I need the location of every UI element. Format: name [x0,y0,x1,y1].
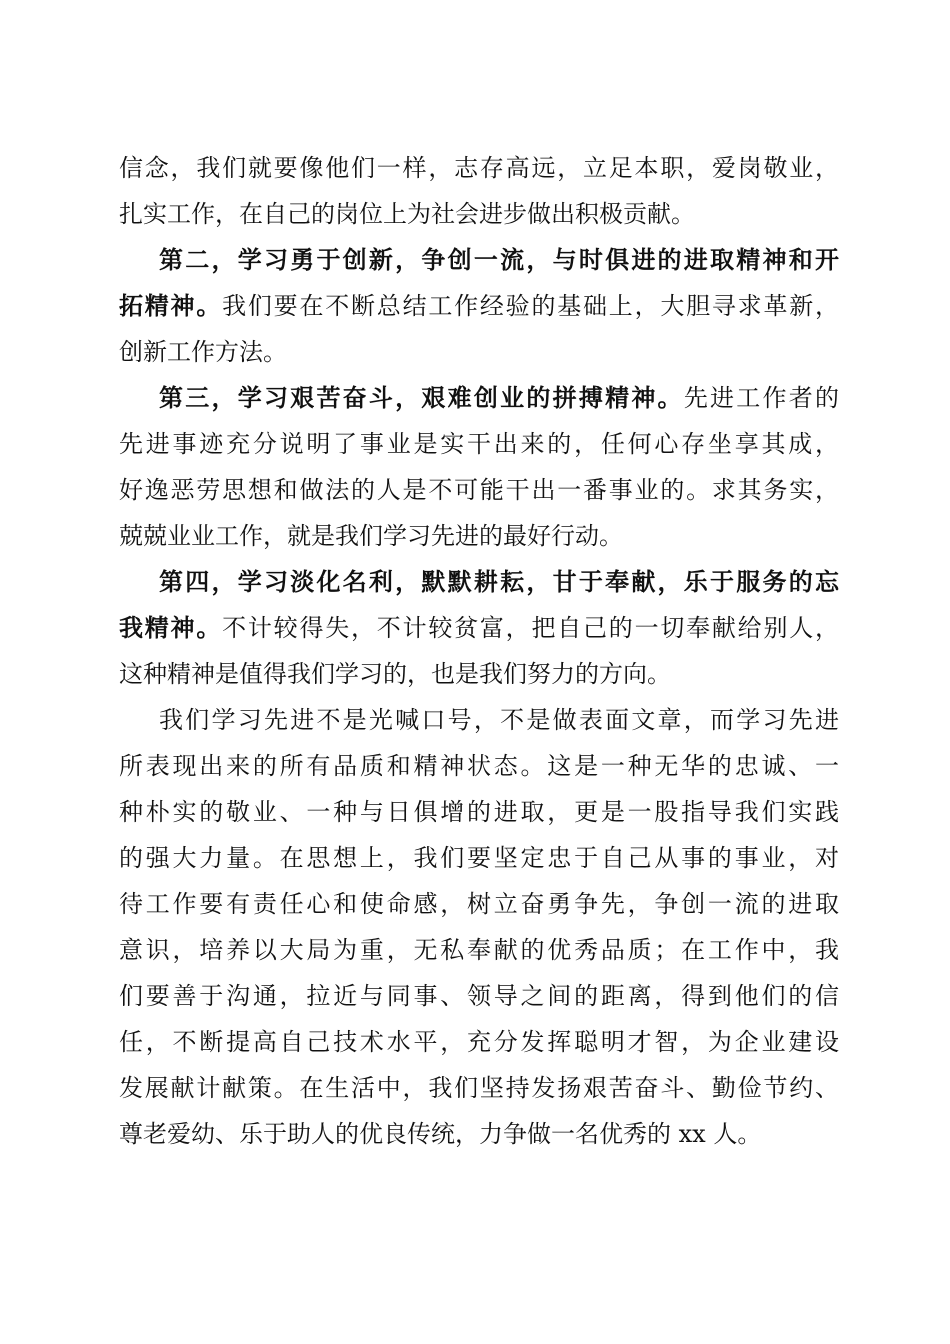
paragraph-line [119,605,839,651]
paragraph-3 [119,375,839,559]
paragraph-line: 们要善于沟通，拉近与同事、领导之间的距离，得到他们的信 [119,982,839,1010]
paragraph-line: 发展献计献策。在生活中，我们坚持发扬艰苦奋斗、勤俭节约、 [119,1074,839,1102]
paragraph-line: 所表现出来的所有品质和精神状态。这是一种无华的忠诚、一 [119,752,839,780]
paragraph-heading-tail: 我精神。 [119,613,223,642]
paragraph-heading-tail: 拓精神。 [119,291,223,320]
paragraph-line: 先进事迹充分说明了事业是实干出来的，任何心存坐享其成， [119,430,839,458]
document-body [119,145,839,1157]
paragraph-4 [119,559,839,697]
paragraph-line: 待工作要有责任心和使命感，树立奋勇争先，争创一流的进取 [119,890,839,918]
paragraph-heading-line: 第四，学习淡化名利，默默耕耘，甘于奉献，乐于服务的忘 [159,567,839,596]
paragraph-line: 好逸恶劳思想和做法的人是不可能干出一番事业的。求其务实， [119,476,839,504]
paragraph-line: 创新工作方法。 [119,338,287,366]
paragraph-5 [119,697,839,1157]
paragraph-line-rest: 我们要在不断总结工作经验的基础上，大胆寻求革新， [222,292,840,320]
paragraph-line: 这种精神是值得我们学习的，也是我们努力的方向。 [119,660,671,688]
paragraph-line: 兢兢业业工作，就是我们学习先进的最好行动。 [119,522,623,550]
paragraph-line: 扎实工作，在自己的岗位上为社会进步做出积极贡献。 [119,200,695,228]
paragraph-line [119,283,839,329]
paragraph-line-rest: 先进工作者的 [683,384,840,412]
paragraph-line: 我们学习先进不是光喊口号，不是做表面文章，而学习先进 [159,706,839,734]
paragraph-line [119,375,839,421]
paragraph-heading-line: 第二，学习勇于创新，争创一流，与时俱进的进取精神和开 [159,245,839,274]
paragraph-heading: 第三，学习艰苦奋斗，艰难创业的拼搏精神。 [159,383,684,412]
paragraph-line: 信念，我们就要像他们一样，志存高远，立足本职，爱岗敬业， [119,154,839,182]
paragraph-line-rest: 不计较得失，不计较贫富，把自己的一切奉献给别人， [222,614,840,642]
paragraph-1 [119,145,839,237]
paragraph-line: 任，不断提高自己技术水平，充分发挥聪明才智，为企业建设 [119,1028,839,1056]
paragraph-2 [119,237,839,375]
paragraph-line: 尊老爱幼、乐于助人的优良传统，力争做一名优秀的 xx 人。 [119,1120,762,1148]
paragraph-line: 意识，培养以大局为重，无私奉献的优秀品质；在工作中，我 [119,936,839,964]
paragraph-line: 种朴实的敬业、一种与日俱增的进取，更是一股指导我们实践 [119,798,839,826]
paragraph-line: 的强大力量。在思想上，我们要坚定忠于自己从事的事业，对 [119,844,839,872]
